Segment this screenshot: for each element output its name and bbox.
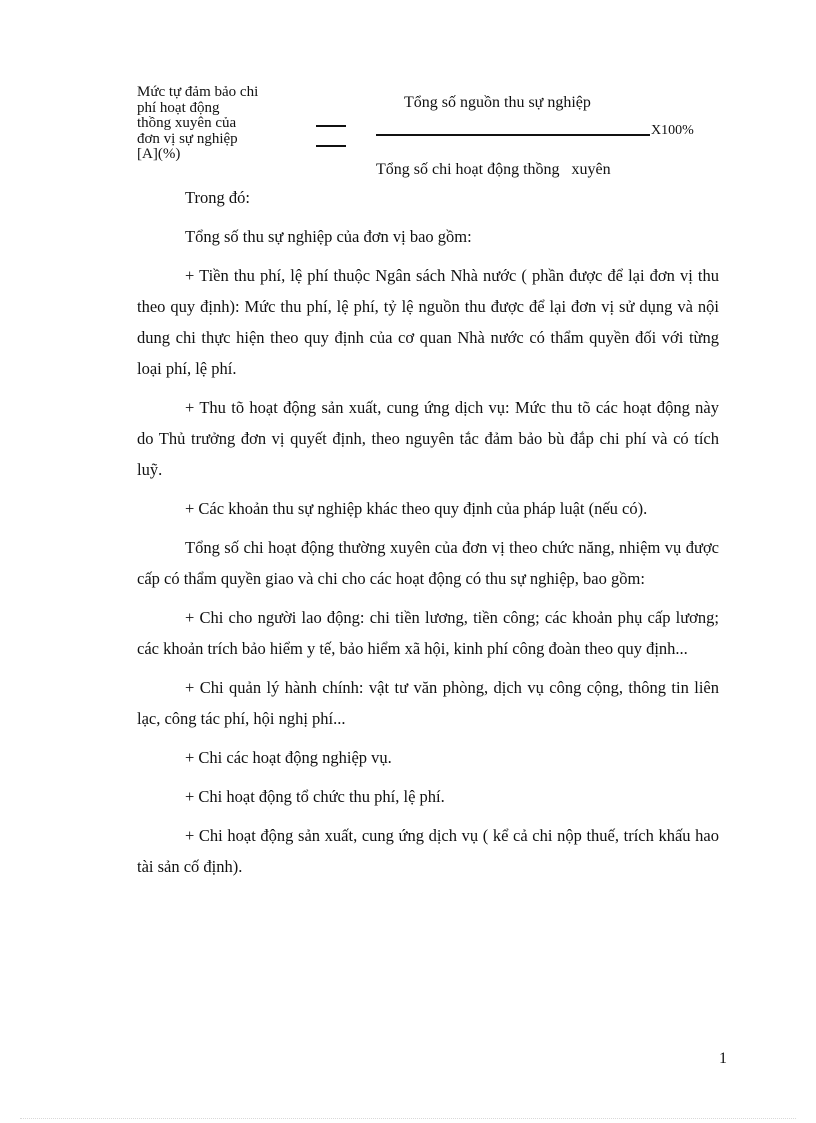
formula-label-line: [A](%) [137,146,181,162]
equals-sign-top-bar [316,125,346,127]
equals-sign-bottom-bar [316,145,346,147]
page-number: 1 [719,1050,727,1067]
document-body [137,182,719,890]
paragraph: + Chi các hoạt động nghiệp vụ. [185,748,392,767]
formula-numerator: Tổng số nguồn thu sự nghiệp [404,94,591,111]
paragraph: Tổng số chi hoạt động thường xuyên của đơn vị theo chức năng, nhiệm vụ được cấp có thẩm quyền giao và chi cho các hoạt động có thu sự nghiệp, bao gồm: [137,538,719,588]
formula-label-line: phí hoạt động [137,99,220,116]
formula-left-label [137,85,295,163]
fraction-line [376,134,650,136]
paragraph: + Tiền thu phí, lệ phí thuộc Ngân sách Nhà nước ( phần được để lại đơn vị thu theo quy định): Mức thu phí, lệ phí, tỷ lệ nguồn thu được để lại đơn vị sử dụng và nội dung chi thực hiện theo quy định của cơ quan Nhà nước có thẩm quyền đối với từng loại phí, lệ phí. [137,266,719,378]
formula-label-line: thồng xuyên của [137,115,237,131]
formula-factor: X100% [651,123,694,138]
formula-label-line: Mức tự đảm bảo chi [137,84,259,100]
page-bottom-divider [20,1118,796,1119]
paragraph: Trong đó: [185,188,250,207]
paragraph: + Chi hoạt động tổ chức thu phí, lệ phí. [185,787,445,806]
paragraph: + Chi cho người lao động: chi tiền lương, tiền công; các khoản phụ cấp lương; các khoản trích bảo hiểm y tế, bảo hiểm xã hội, kinh phí công đoàn theo quy định... [137,608,719,658]
paragraph: + Các khoản thu sự nghiệp khác theo quy định của pháp luật (nếu có). [185,499,648,518]
paragraph: Tổng số thu sự nghiệp của đơn vị bao gồm: [185,227,472,246]
paragraph: + Thu tõ hoạt động sản xuất, cung ứng dịch vụ: Mức thu tõ các hoạt động này do Thủ trưởng đơn vị quyết định, theo nguyên tắc đảm bảo bù đắp chi phí và có tích luỹ. [137,398,719,479]
formula-denominator: Tổng số chi hoạt động thồng xuyên [376,161,611,178]
formula-label-line: đơn vị sự nghiệp [137,130,238,147]
paragraph: + Chi hoạt động sản xuất, cung ứng dịch vụ ( kể cả chi nộp thuế, trích khấu hao tài sản cố định). [137,826,719,876]
paragraph: + Chi quản lý hành chính: vật tư văn phòng, dịch vụ công cộng, thông tin liên lạc, công tác phí, hội nghị phí... [137,678,719,728]
